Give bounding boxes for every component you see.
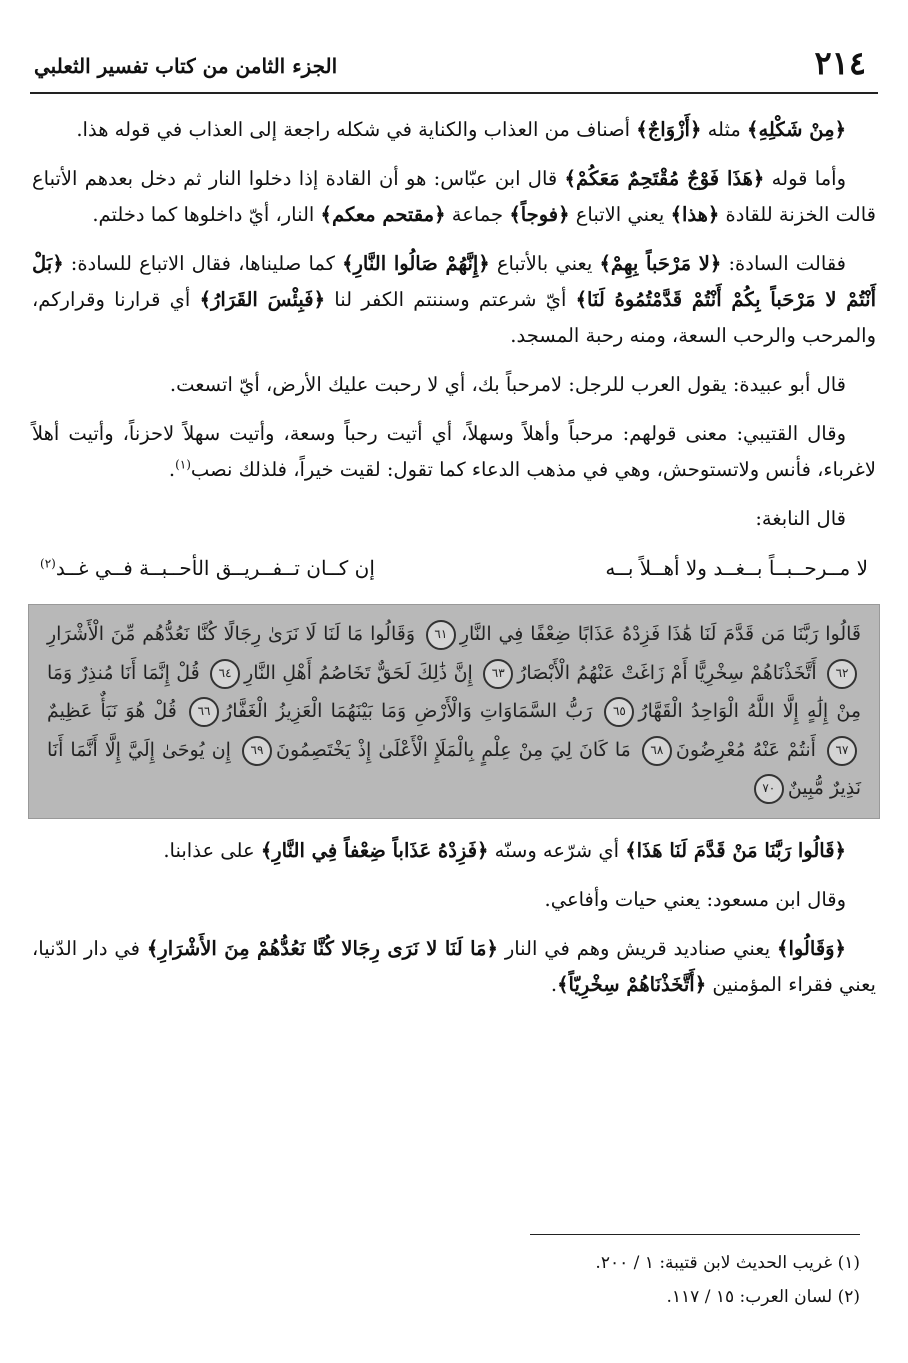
- text-run: مثله: [701, 118, 748, 141]
- quran-quote: ﴿هذا﴾: [670, 203, 720, 226]
- footnote-divider: [530, 1234, 860, 1235]
- ayah-number-marker: ٦٩: [242, 736, 272, 766]
- ayah-text: أَنتُمْ عَنْهُ مُعْرِضُونَ: [675, 738, 816, 761]
- quran-quote: ﴿فَبِئْسَ القَرَارُ﴾: [199, 288, 326, 311]
- quran-quote: ﴿فوجاً﴾: [509, 203, 570, 226]
- text-run: يعني بالأتباع: [489, 252, 600, 275]
- footnote-1: (١) غريب الحديث لابن قتيبة: ١ / ٢٠٠.: [595, 1253, 860, 1273]
- ayah-text: قُلْ هُوَ نَبَأٌ عَظِيمٌ: [47, 700, 177, 722]
- text-run: فقالت السادة:: [721, 252, 847, 275]
- ayah-number-marker: ٦١: [426, 620, 456, 650]
- paragraph: [32, 931, 876, 1003]
- text-run: أي شرّعه وسنّه: [488, 838, 626, 862]
- ayah-number-marker: ٦٦: [189, 697, 219, 727]
- ayah-text: إِنَّ ذَٰلِكَ لَحَقٌّ تَخَاصُمُ أَهْلِ النَّارِ: [244, 661, 473, 684]
- text-run: أصناف من العذاب والكناية في شكله راجعة إلى العذاب في قوله هذا.: [76, 118, 637, 141]
- ayah-number-marker: ٦٢: [827, 659, 857, 689]
- paragraph: وقال ابن مسعود: يعني حيات وأفاعي.: [544, 887, 846, 911]
- ayah-text: قُلْ إِنَّمَا أَنَا مُنذِرٌ وَمَا مِنْ إِلَٰهٍ إِلَّا اللَّهُ الْوَاحِدُ الْقَهَّارُ: [47, 661, 861, 722]
- paragraph: قال أبو عبيدة: يقول العرب للرجل: لامرحباً بك، أي لا رحبت عليك الأرض، أيّ اتسعت.: [169, 373, 846, 396]
- footnote-ref[interactable]: (١): [175, 457, 191, 472]
- quran-quote: ﴿بَلْ أَنْتُمْ لا مَرْحَباً بِكُمْ أَنْتُمْ قَدَّمْتُمُوهُ لَنَا﴾: [32, 252, 876, 311]
- ayah-text: رَبُّ السَّمَاوَاتِ وَالْأَرْضِ وَمَا بَيْنَهُمَا الْعَزِيزُ الْغَفَّارُ: [223, 700, 593, 722]
- text-run: النار، أيّ داخلوها كما دخلتم.: [92, 203, 321, 226]
- text-run: على عذابنا.: [163, 838, 261, 862]
- text-run: وقال القتيبي: معنى قولهم: مرحباً وأهلاً وسهلاً، أي أتيت رحباً وسعة، وأتيت سهلاً لاحزناً، وأتيت أهلاً لاغرباء، فأنس ولاتستوحش، وهي في مذهب الدعاء كما تقول: لقيت خيراً، فلذلك نصب: [32, 422, 876, 481]
- quran-quote: ﴿إِنَّهُمْ صَالُوا النَّارِ﴾: [342, 252, 490, 275]
- quran-quote: ﴿مِنْ شَكْلِهِ﴾: [747, 118, 846, 141]
- hemistich-text: إن كــان تــفــريــق الأحــبــة فــي غــد: [55, 556, 375, 580]
- ayah-text: أَتَّخَذْنَاهُمْ سِخْرِيًّا أَمْ زَاغَتْ عَنْهُمُ الْأَبْصَارُ: [517, 661, 817, 684]
- ayah-text: وَقَالُوا مَا لَنَا لَا نَرَىٰ رِجَالًا كُنَّا نَعُدُّهُم مِّنَ الْأَشْرَارِ: [47, 623, 415, 645]
- text-run: .: [168, 458, 176, 481]
- page-body: [32, 112, 876, 1016]
- footnote-2: (٢) لسان العرب: ١٥ / ١١٧.: [666, 1287, 860, 1307]
- running-title: الجزء الثامن من كتاب تفسير الثعلبي: [34, 54, 338, 78]
- ayah-text: إِن يُوحَىٰ إِلَيَّ إِلَّا أَنَّمَا أَنَا نَذِيرٌ مُّبِينٌ: [47, 738, 861, 799]
- ayah-text: قَالُوا رَبَّنَا مَن قَدَّمَ لَنَا هَٰذَا فَزِدْهُ عَذَابًا ضِعْفًا فِي النَّارِ: [459, 623, 861, 645]
- ayah-number-marker: ٦٥: [604, 697, 634, 727]
- quran-quote: ﴿أَزْوَاجٌ﴾: [636, 118, 702, 141]
- poem-verse: [32, 550, 876, 586]
- text-run: أيّ شرعتم وسننتم الكفر لنا: [325, 288, 576, 311]
- hemistich-first: لا مــرحــبــاً بــغــد ولا أهــلاً بــه: [605, 556, 868, 580]
- paragraph: [32, 246, 876, 354]
- footnote-ref[interactable]: (٢): [40, 556, 56, 571]
- text-run: أي قرارنا وقراركم، والمرحب والرحب السعة، ومنه رحبة المسجد.: [32, 288, 876, 347]
- quran-quote: ﴿قَالُوا رَبَّنَا مَنْ قَدَّمَ لَنَا هَذَا﴾: [625, 838, 846, 862]
- text-run: في دار الدّنيا، يعني فقراء المؤمنين: [32, 936, 876, 996]
- text-run: كما صليناها، فقال الاتباع للسادة:: [63, 252, 343, 275]
- page-header: [30, 40, 878, 94]
- quran-quote: ﴿وَقَالُوا﴾: [777, 936, 846, 960]
- paragraph: [32, 416, 876, 488]
- text-run: يعني صناديد قريش وهم في النار: [497, 936, 778, 960]
- text-run: جماعة: [445, 203, 510, 226]
- quran-quote: ﴿لا مَرْحَباً بِهِمْ﴾: [599, 252, 722, 275]
- paragraph: [32, 833, 876, 869]
- paragraph: [32, 161, 876, 233]
- quran-verses-box: [28, 604, 880, 819]
- quran-quote: ﴿مقتحم معكم﴾: [320, 203, 446, 226]
- quran-quote: ﴿فَزِدْهُ عَذَاباً ضِعْفاً فِي النَّارِ﴾: [260, 838, 489, 862]
- ayah-number-marker: ٦٣: [483, 659, 513, 689]
- ayah-number-marker: ٦٨: [642, 736, 672, 766]
- quran-quote: ﴿هَذَا فَوْجٌ مُقْتَحِمٌ مَعَكُمْ﴾: [564, 167, 765, 190]
- ayah-number-marker: ٦٧: [827, 736, 857, 766]
- paragraph: [32, 112, 876, 148]
- footnotes: [48, 1246, 860, 1314]
- text-run: وأما قوله: [764, 167, 846, 190]
- text-run: يعني الاتباع: [569, 203, 671, 226]
- hemistich-second: [40, 550, 375, 586]
- page-number: ٢١٤: [814, 44, 866, 82]
- ayah-text: مَا كَانَ لِيَ مِنْ عِلْمٍ بِالْمَلَإِ الْأَعْلَىٰ إِذْ يَخْتَصِمُونَ: [276, 738, 631, 761]
- quran-quote: ﴿مَا لَنَا لا نَرَى رِجَالا كُنَّا نَعُدُّهُمْ مِنَ الأَشْرَارِ﴾: [146, 936, 498, 960]
- text-run: .: [550, 972, 558, 996]
- ayah-number-marker: ٧٠: [754, 774, 784, 804]
- ayah-number-marker: ٦٤: [210, 659, 240, 689]
- quran-quote: ﴿أَتَّخَذْنَاهُمْ سِخْرِيّاً﴾: [557, 972, 707, 996]
- text-run: قال ابن عبّاس: هو أن القادة إذا دخلوا النار ثم دخل بعدهم الأتباع قالت الخزنة للقادة: [32, 167, 876, 226]
- poem-intro: قال النابغة:: [755, 507, 846, 530]
